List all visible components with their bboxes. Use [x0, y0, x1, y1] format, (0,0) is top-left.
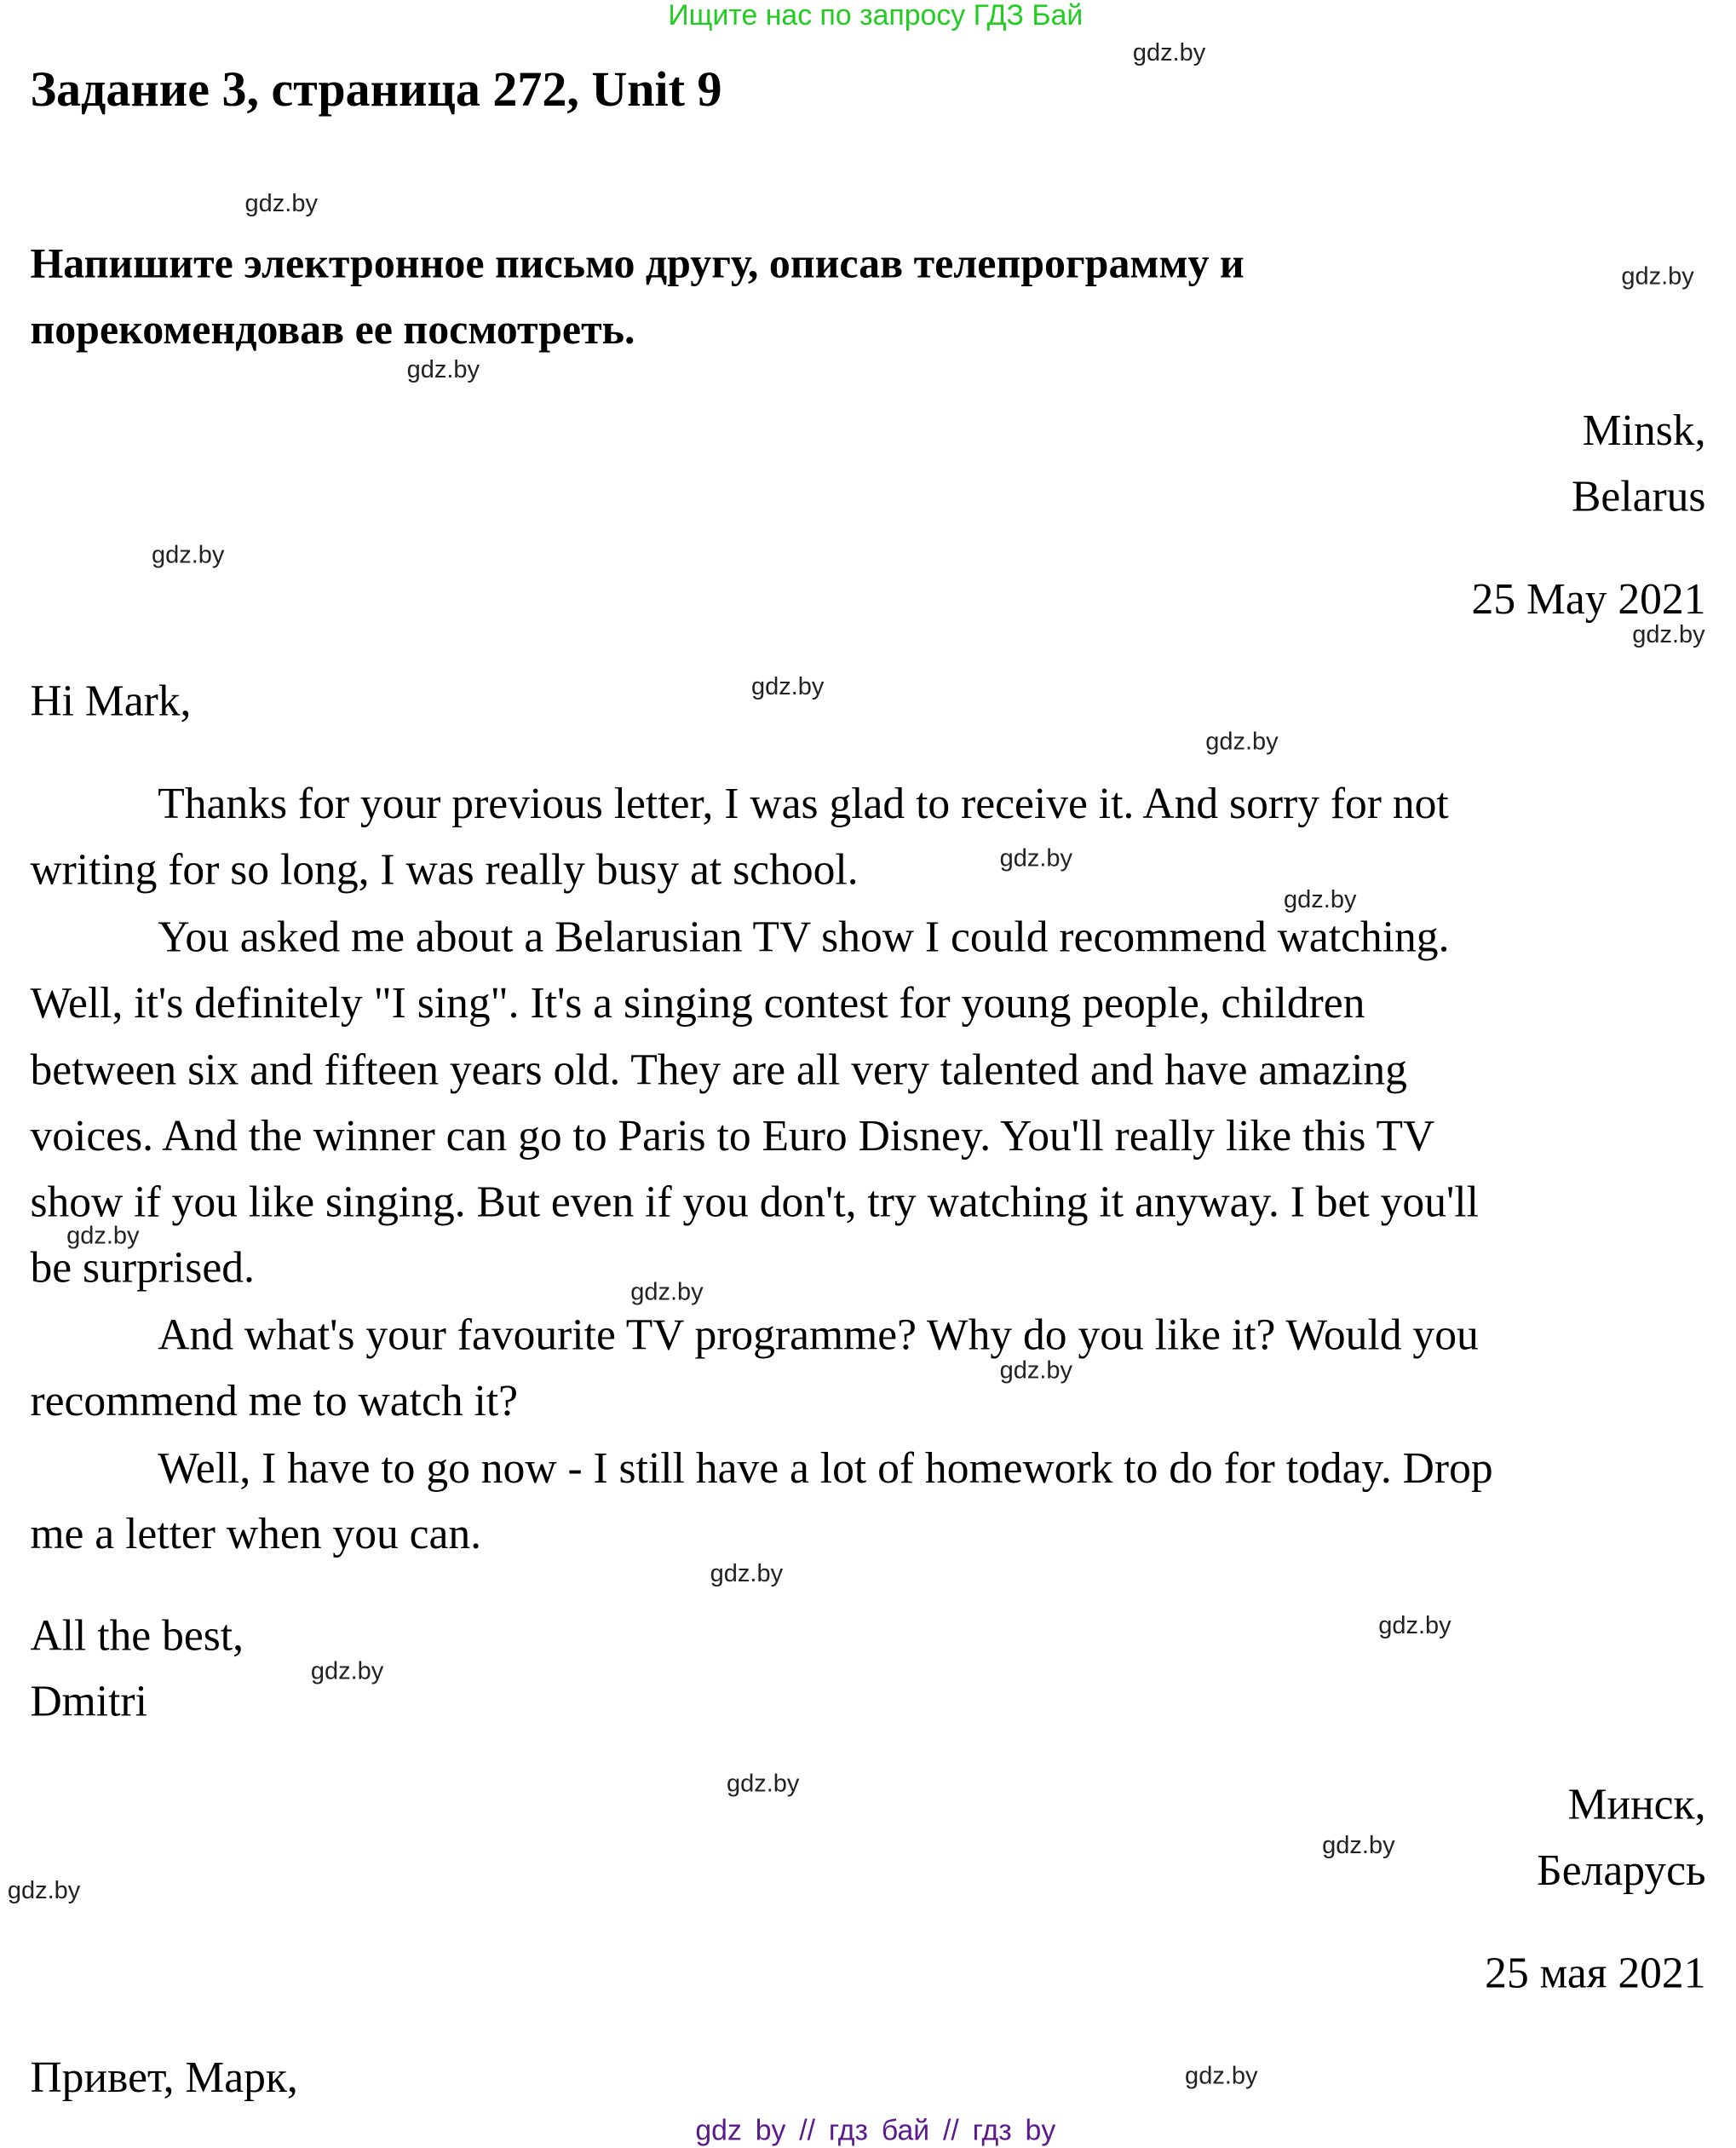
- address-line: Belarus: [1571, 470, 1706, 521]
- footer-links: gdz by // гдз бай // гдз by: [695, 2115, 1056, 2147]
- watermark: gdz.by: [1322, 1831, 1395, 1859]
- watermark: gdz.by: [66, 1221, 140, 1250]
- letter-line: show if you like singing. But even if you don't, try watching it anyway. I bet you'll: [30, 1176, 1479, 1226]
- watermark: gdz.by: [1284, 885, 1357, 913]
- letter-line: recommend me to watch it?: [30, 1375, 519, 1425]
- greeting-ru: Привет, Марк,: [30, 2052, 298, 2102]
- signature: Dmitri: [30, 1676, 147, 1726]
- letter-line: me a letter when you can.: [30, 1508, 482, 1558]
- watermark: gdz.by: [999, 1356, 1073, 1384]
- letter-line: be surprised.: [30, 1241, 255, 1292]
- watermark: gdz.by: [1185, 2061, 1258, 2089]
- page-title: Задание 3, страница 272, Unit 9: [30, 61, 722, 117]
- instruction-line: Напишите электронное письмо другу, описав телепрограмму и: [30, 239, 1245, 287]
- letter-line: You asked me about a Belarusian TV show I could recommend watching.: [158, 911, 1450, 961]
- watermark: gdz.by: [1378, 1611, 1451, 1639]
- search-banner: Ищите нас по запросу ГДЗ Бай: [668, 0, 1084, 32]
- letter-date: 25 May 2021: [1471, 573, 1706, 624]
- watermark: gdz.by: [1621, 262, 1694, 290]
- letter-line: voices. And the winner can go to Paris to Euro Disney. You'll really like this TV: [30, 1110, 1435, 1160]
- watermark: gdz.by: [310, 1656, 384, 1684]
- letter-line: Well, it's definitely "I sing". It's a singing contest for young people, children: [30, 977, 1365, 1028]
- watermark: gdz.by: [1632, 620, 1705, 648]
- address-line-ru: Минск,: [1567, 1778, 1706, 1828]
- watermark: gdz.by: [710, 1559, 784, 1587]
- letter-line: Well, I have to go now - I still have a lot of homework to do for today. Drop: [158, 1443, 1493, 1493]
- watermark: gdz.by: [1132, 38, 1206, 66]
- watermark: gdz.by: [999, 844, 1073, 872]
- watermark: gdz.by: [750, 672, 825, 700]
- greeting: Hi Mark,: [30, 675, 192, 725]
- watermark: gdz.by: [1205, 727, 1279, 756]
- watermark: gdz.by: [244, 189, 318, 217]
- watermark: gdz.by: [726, 1769, 800, 1797]
- watermark: gdz.by: [630, 1277, 704, 1306]
- watermark: gdz.by: [406, 355, 480, 383]
- instruction-line: порекомендовав ее посмотреть.: [30, 304, 635, 354]
- letter-line: Thanks for your previous letter, I was glad to receive it. And sorry for not: [158, 778, 1449, 828]
- address-line-ru: Беларусь: [1537, 1845, 1706, 1895]
- letter-date-ru: 25 мая 2021: [1485, 1948, 1706, 1998]
- address-line: Minsk,: [1582, 405, 1706, 455]
- letter-line: between six and fifteen years old. They are all very talented and have amazing: [30, 1044, 1407, 1094]
- letter-line: And what's your favourite TV programme? Why do you like it? Would you: [158, 1309, 1479, 1359]
- watermark: gdz.by: [151, 540, 225, 568]
- closing: All the best,: [30, 1610, 244, 1660]
- letter-line: writing for so long, I was really busy at school.: [30, 844, 859, 894]
- watermark: gdz.by: [7, 1876, 81, 1904]
